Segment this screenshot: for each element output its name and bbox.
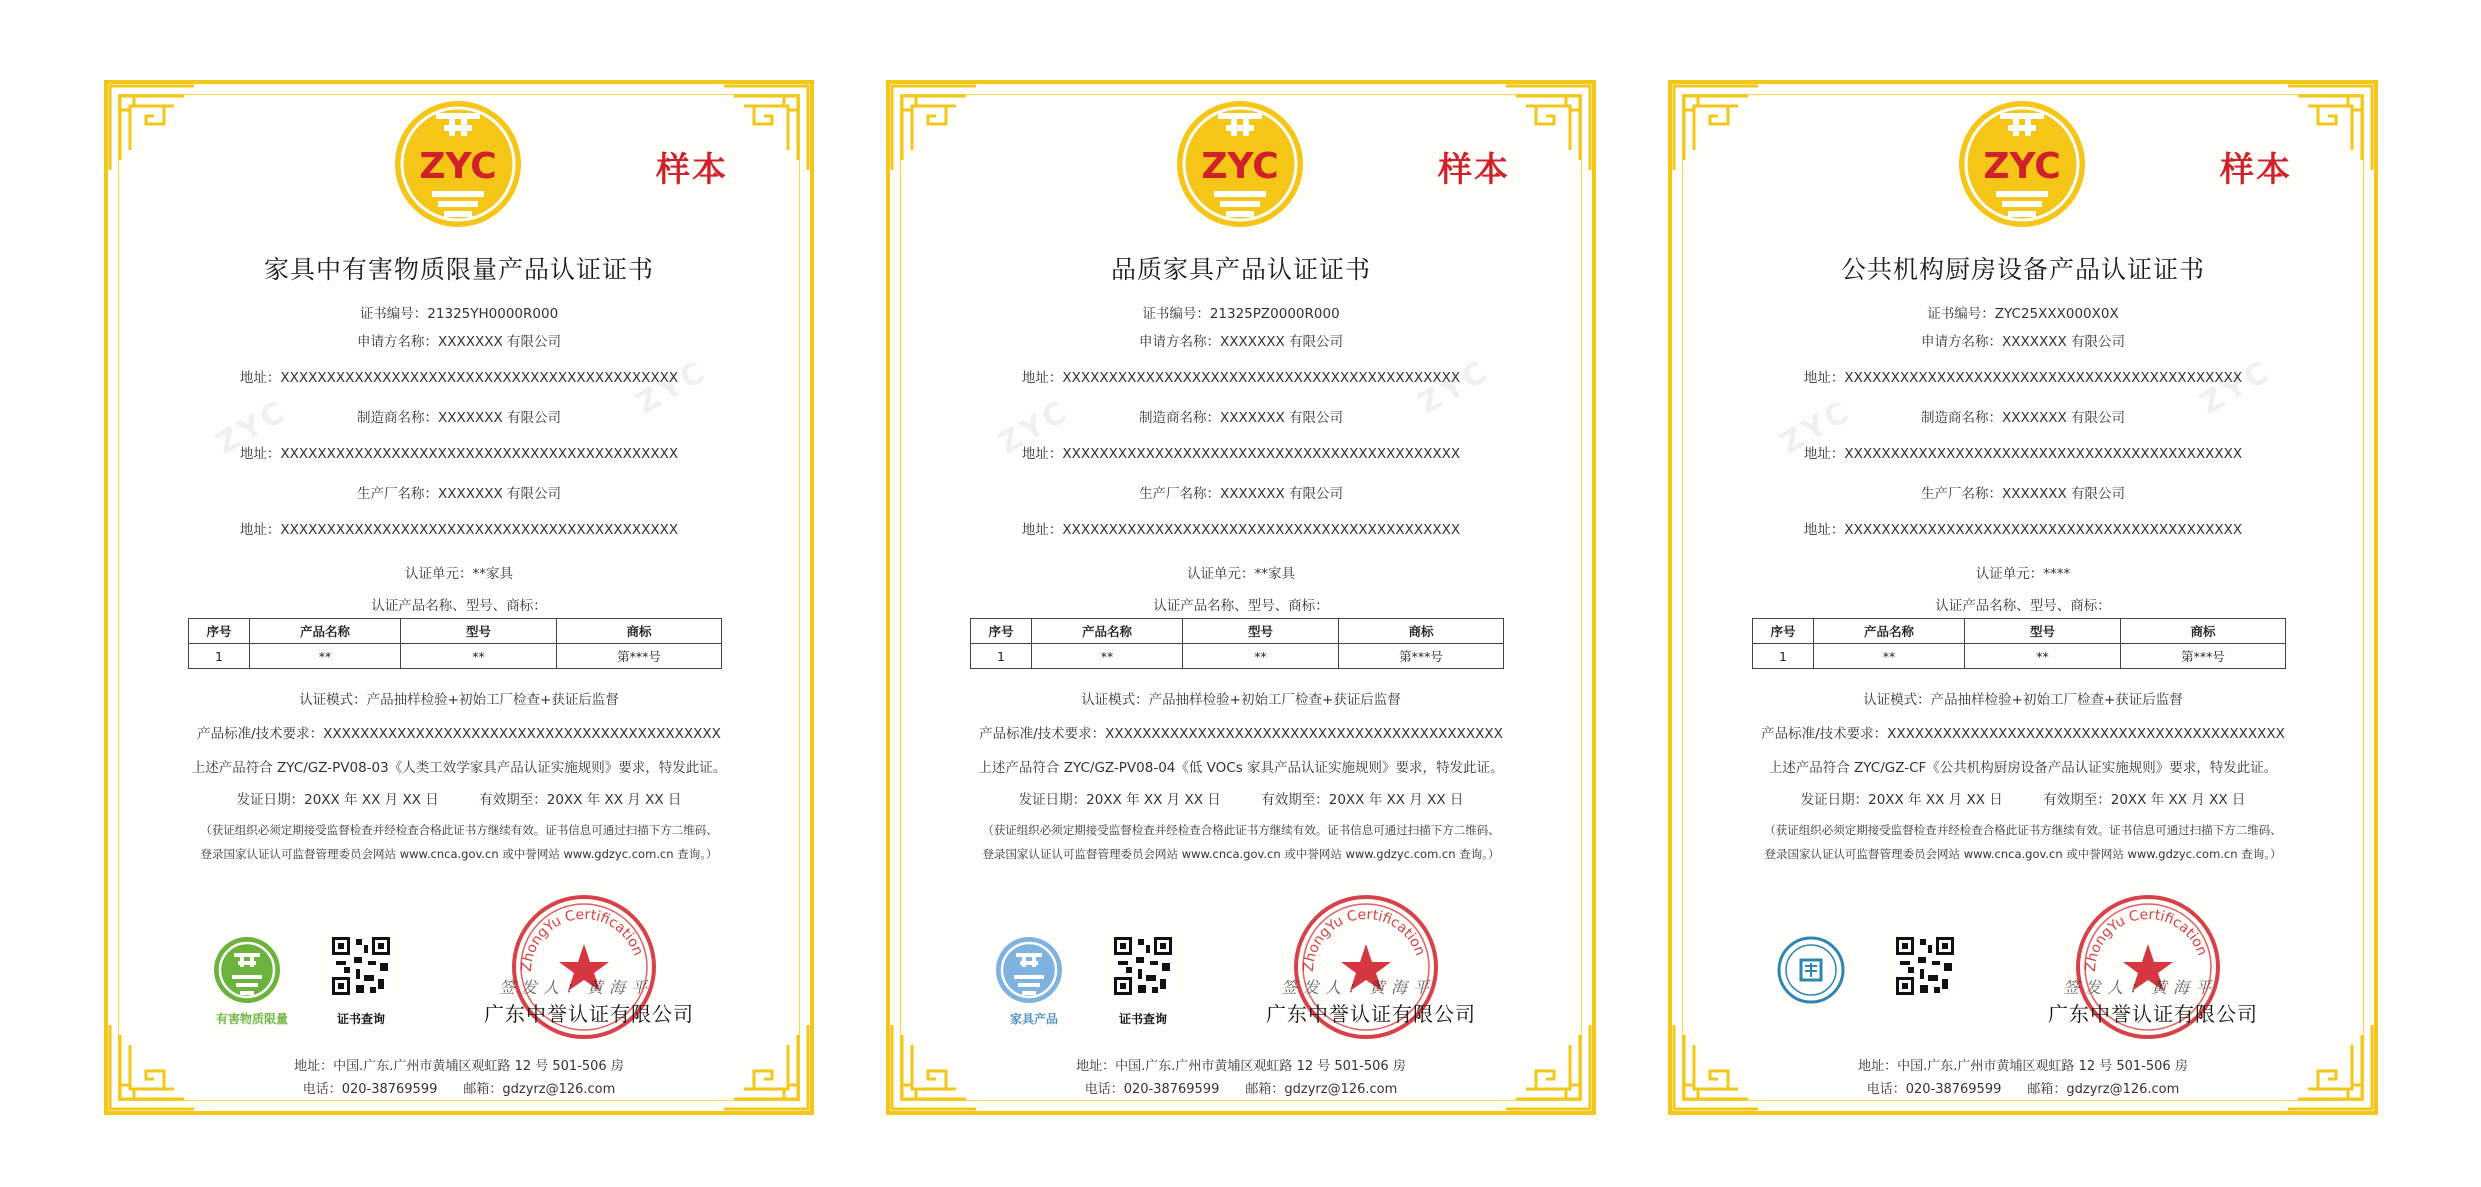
teal-certification-mark-icon	[1776, 935, 1846, 1005]
sample-label: 样本	[1438, 150, 1510, 190]
product-table	[970, 618, 1504, 669]
manufacturer-address: 地址：XXXXXXXXXXXXXXXXXXXXXXXXXXXXXXXXXXXXXXXXXXX	[1803, 446, 2243, 462]
certificate-number: 证书编号：21325YH0000R000	[359, 306, 559, 322]
corner-ornament	[1500, 80, 1596, 176]
issuing-company: 广东中誉认证有限公司	[2048, 1002, 2258, 1026]
sample-label: 样本	[656, 150, 728, 190]
table-cell: 1	[1753, 644, 1814, 669]
qr-code-icon[interactable]	[1112, 935, 1174, 997]
manufacturer-name: 制造商名称：XXXXXXX 有限公司	[1920, 410, 2126, 426]
seal-text: ZhongYu Certification	[518, 906, 647, 973]
validity-note: 登录国家认证认可监督管理委员会网站 www.cnca.gov.cn 或中誉网站 www.gdzyc.com.cn 查询。）	[1764, 847, 2282, 861]
table-header-row	[189, 619, 722, 644]
certificate-title: 公共机构厨房设备产品认证证书	[1840, 255, 2205, 284]
table-header: 序号	[1753, 619, 1814, 644]
certification-unit: 认证单元：**家具	[405, 566, 513, 582]
validity-note: （获证组织必须定期接受监督检查并经检查合格此证书方继续有效。证书信息可通过扫描下方二维码、	[200, 823, 718, 837]
issue-dates: 发证日期：20XX 年 XX 月 XX 日 有效期至：20XX 年 XX 月 XX 日	[1800, 792, 2246, 808]
validity-note: （获证组织必须定期接受监督检查并经检查合格此证书方继续有效。证书信息可通过扫描下方二维码、	[982, 823, 1500, 837]
manufacturer-name: 制造商名称：XXXXXXX 有限公司	[1138, 410, 1344, 426]
table-header: 商标	[1339, 619, 1504, 644]
table-cell: 第***号	[2121, 644, 2286, 669]
table-header: 产品名称	[1814, 619, 1965, 644]
corner-ornament	[104, 80, 200, 176]
certificate-number: 证书编号：21325PZ0000R000	[1142, 306, 1340, 322]
seal-text: ZhongYu Certification	[2082, 906, 2211, 973]
watermark: ZYC	[992, 393, 1077, 462]
table-cell: 1	[189, 644, 250, 669]
factory-name: 生产厂名称：XXXXXXX 有限公司	[1138, 486, 1344, 502]
issuer-signature: 签发人：黄海平	[1281, 978, 1436, 997]
table-row	[1753, 644, 2286, 669]
watermark: ZYC	[1774, 393, 1859, 462]
issuing-company: 广东中誉认证有限公司	[1266, 1002, 1476, 1026]
certification-mode: 认证模式：产品抽样检验+初始工厂检查+获证后监督	[1081, 692, 1401, 708]
factory-address: 地址：XXXXXXXXXXXXXXXXXXXXXXXXXXXXXXXXXXXXXXXXXXX	[1803, 522, 2243, 538]
table-cell: **	[250, 644, 401, 669]
product-list-label: 认证产品名称、型号、商标：	[371, 598, 547, 614]
conformity-statement: 上述产品符合 ZYC/GZ-PV08-03《人类工效学家具产品认证实施规则》要求，特发此证。	[191, 760, 727, 776]
footer-address: 地址：中国.广东.广州市黄埔区观虹路 12 号 501-506 房	[1858, 1059, 2188, 1074]
product-standard: 产品标准/技术要求：XXXXXXXXXXXXXXXXXXXXXXXXXXXXXXXXXXXXXXXXXXX	[1761, 726, 2285, 742]
table-cell: 第***号	[1339, 644, 1504, 669]
product-table	[188, 618, 722, 669]
corner-ornament	[2282, 80, 2378, 176]
table-header: 产品名称	[250, 619, 401, 644]
product-list-label: 认证产品名称、型号、商标：	[1153, 598, 1329, 614]
footer-address: 地址：中国.广东.广州市黄埔区观虹路 12 号 501-506 房	[294, 1059, 624, 1074]
watermark: ZYC	[1412, 353, 1497, 422]
table-header: 型号	[401, 619, 557, 644]
qr-code-icon[interactable]	[330, 935, 392, 997]
table-header: 型号	[1183, 619, 1339, 644]
certification-unit: 认证单元：**家具	[1187, 566, 1295, 582]
applicant-name: 申请方名称：XXXXXXX 有限公司	[356, 334, 562, 350]
product-table	[1752, 618, 2286, 669]
qr-label: 证书查询	[1118, 1012, 1167, 1026]
table-cell: **	[1814, 644, 1965, 669]
table-row	[189, 644, 722, 669]
issuing-company: 广东中誉认证有限公司	[484, 1002, 694, 1026]
factory-address: 地址：XXXXXXXXXXXXXXXXXXXXXXXXXXXXXXXXXXXXXXXXXXX	[1021, 522, 1461, 538]
table-cell: **	[1032, 644, 1183, 669]
table-header: 序号	[971, 619, 1032, 644]
applicant-address: 地址：XXXXXXXXXXXXXXXXXXXXXXXXXXXXXXXXXXXXXXXXXXX	[1021, 370, 1461, 386]
zyc-logo-icon	[392, 98, 524, 230]
corner-ornament	[718, 80, 814, 176]
table-header-row	[1753, 619, 2286, 644]
certificate-title: 品质家具产品认证证书	[1110, 255, 1371, 284]
table-cell: 第***号	[557, 644, 722, 669]
certificate-card	[1668, 80, 2378, 1115]
certification-mode: 认证模式：产品抽样检验+初始工厂检查+获证后监督	[1863, 692, 2183, 708]
badge-label: 有害物质限量	[215, 1012, 288, 1026]
manufacturer-address: 地址：XXXXXXXXXXXXXXXXXXXXXXXXXXXXXXXXXXXXXXXXXXX	[1021, 446, 1461, 462]
certificate-card	[886, 80, 1596, 1115]
applicant-name: 申请方名称：XXXXXXX 有限公司	[1920, 334, 2126, 350]
table-header: 商标	[557, 619, 722, 644]
logo-text: ZYC	[1201, 146, 1279, 187]
conformity-statement: 上述产品符合 ZYC/GZ-CF《公共机构厨房设备产品认证实施规则》要求，特发此证。	[1768, 760, 2278, 776]
factory-address: 地址：XXXXXXXXXXXXXXXXXXXXXXXXXXXXXXXXXXXXXXXXXXX	[239, 522, 679, 538]
certificate-number: 证书编号：ZYC25XXX000X0X	[1927, 306, 2119, 322]
table-header-row	[971, 619, 1504, 644]
qr-label: 证书查询	[336, 1012, 385, 1026]
table-header: 商标	[2121, 619, 2286, 644]
table-cell: **	[1965, 644, 2121, 669]
issue-dates: 发证日期：20XX 年 XX 月 XX 日 有效期至：20XX 年 XX 月 XX 日	[236, 792, 682, 808]
issue-dates: 发证日期：20XX 年 XX 月 XX 日 有效期至：20XX 年 XX 月 XX 日	[1018, 792, 1464, 808]
watermark: ZYC	[2194, 353, 2279, 422]
manufacturer-address: 地址：XXXXXXXXXXXXXXXXXXXXXXXXXXXXXXXXXXXXXXXXXXX	[239, 446, 679, 462]
certificate-title: 家具中有害物质限量产品认证证书	[263, 255, 654, 284]
table-cell: 1	[971, 644, 1032, 669]
table-header: 产品名称	[1032, 619, 1183, 644]
logo-text: ZYC	[419, 146, 497, 187]
product-list-label: 认证产品名称、型号、商标：	[1935, 598, 2111, 614]
watermark: ZYC	[630, 353, 715, 422]
zyc-logo-icon	[1174, 98, 1306, 230]
footer-address: 地址：中国.广东.广州市黄埔区观虹路 12 号 501-506 房	[1076, 1059, 1406, 1074]
product-standard: 产品标准/技术要求：XXXXXXXXXXXXXXXXXXXXXXXXXXXXXXXXXXXXXXXXXXX	[197, 726, 721, 742]
conformity-statement: 上述产品符合 ZYC/GZ-PV08-04《低 VOCs 家具产品认证实施规则》要求，特发此证。	[978, 760, 1504, 776]
watermark: ZYC	[210, 393, 295, 462]
certification-unit: 认证单元：****	[1975, 566, 2071, 582]
validity-note: （获证组织必须定期接受监督检查并经检查合格此证书方继续有效。证书信息可通过扫描下方二维码、	[1764, 823, 2282, 837]
table-row	[971, 644, 1504, 669]
certificate-card	[104, 80, 814, 1115]
factory-name: 生产厂名称：XXXXXXX 有限公司	[356, 486, 562, 502]
table-cell: **	[401, 644, 557, 669]
blue-certification-mark-icon	[994, 935, 1064, 1005]
validity-note: 登录国家认证认可监督管理委员会网站 www.cnca.gov.cn 或中誉网站 www.gdzyc.com.cn 查询。）	[200, 847, 718, 861]
corner-ornament	[1668, 80, 1764, 176]
applicant-address: 地址：XXXXXXXXXXXXXXXXXXXXXXXXXXXXXXXXXXXXXXXXXXX	[1803, 370, 2243, 386]
certification-mode: 认证模式：产品抽样检验+初始工厂检查+获证后监督	[299, 692, 619, 708]
validity-note: 登录国家认证认可监督管理委员会网站 www.cnca.gov.cn 或中誉网站 www.gdzyc.com.cn 查询。）	[982, 847, 1500, 861]
applicant-name: 申请方名称：XXXXXXX 有限公司	[1138, 334, 1344, 350]
footer-contact: 电话：020-38769599 邮箱：gdzyrz@126.com	[302, 1082, 616, 1097]
applicant-address: 地址：XXXXXXXXXXXXXXXXXXXXXXXXXXXXXXXXXXXXXXXXXXX	[239, 370, 679, 386]
zyc-logo-icon	[1956, 98, 2088, 230]
corner-ornament	[886, 80, 982, 176]
green-certification-mark-icon	[212, 935, 282, 1005]
qr-code-icon[interactable]	[1894, 935, 1956, 997]
seal-text: ZhongYu Certification	[1300, 906, 1429, 973]
footer-contact: 电话：020-38769599 邮箱：gdzyrz@126.com	[1866, 1082, 2180, 1097]
issuer-signature: 签发人：黄海平	[499, 978, 654, 997]
manufacturer-name: 制造商名称：XXXXXXX 有限公司	[356, 410, 562, 426]
badge-label: 家具产品	[1009, 1012, 1058, 1026]
factory-name: 生产厂名称：XXXXXXX 有限公司	[1920, 486, 2126, 502]
product-standard: 产品标准/技术要求：XXXXXXXXXXXXXXXXXXXXXXXXXXXXXXXXXXXXXXXXXXX	[979, 726, 1503, 742]
issuer-signature: 签发人：黄海平	[2063, 978, 2218, 997]
table-header: 序号	[189, 619, 250, 644]
table-header: 型号	[1965, 619, 2121, 644]
logo-text: ZYC	[1983, 146, 2061, 187]
sample-label: 样本	[2220, 150, 2292, 190]
table-cell: **	[1183, 644, 1339, 669]
footer-contact: 电话：020-38769599 邮箱：gdzyrz@126.com	[1084, 1082, 1398, 1097]
